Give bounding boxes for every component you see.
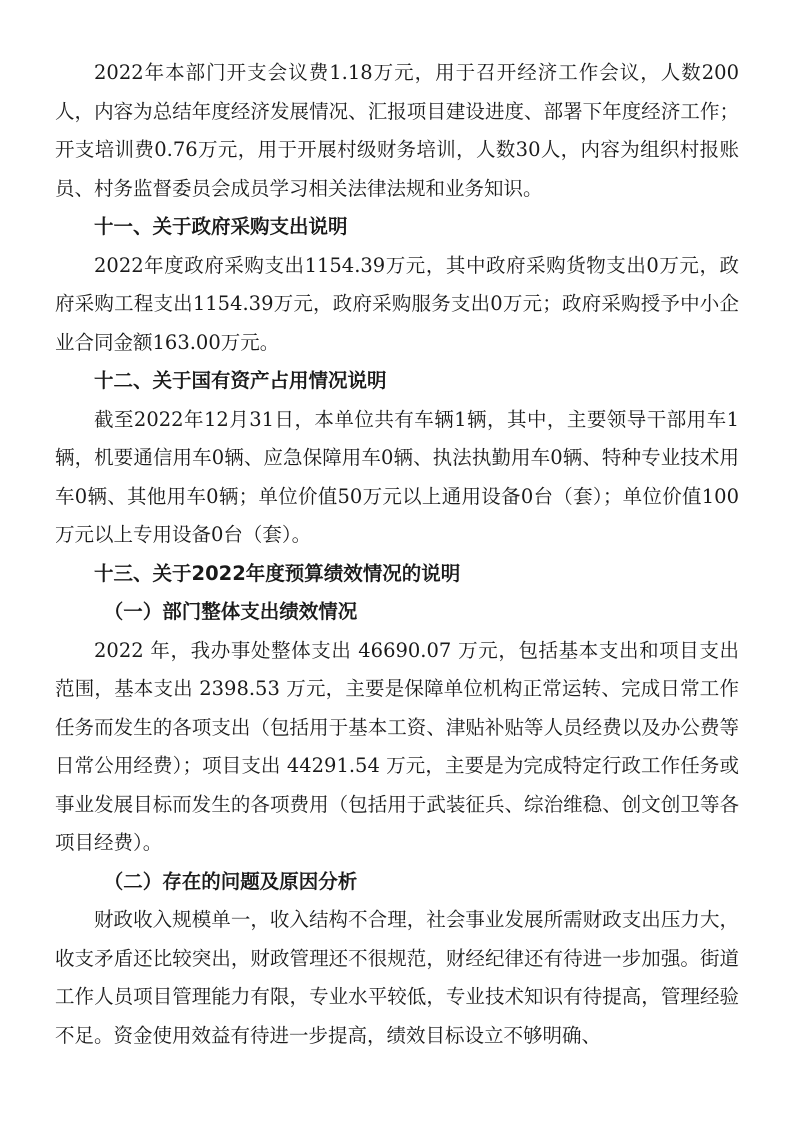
subheading-overall-expenditure: （一）部门整体支出绩效情况 <box>103 600 358 623</box>
subheading-problems-analysis: （二）存在的问题及原因分析 <box>103 869 358 893</box>
paragraph-government-procurement: 2022年度政府采购支出1154.39万元，其中政府采购货物支出0万元，政府采购工程支出1154.39万元，政府采购服务支出0万元；政府采购授予中小企业合同金额163.00万元。 <box>55 253 739 354</box>
paragraph-overall-expenditure: 2022 年，我办事处整体支出 46690.07 万元，包括基本支出和项目支出范围，基本支出 2398.53 万元，主要是保障单位机构正常运转、完成日常工作任务而发生的各项支出（包括用于基本工资、津贴补贴等人员经费以及办公费等日常公用经费）；项目支出 44291.54 万元，主要是为完成特定行政工作任务或事业发展目标而发生的各项费用（包括用于武装征兵、综治维稳、创文创卫等各项目经费）。 <box>55 638 739 854</box>
heading-state-assets: 十二、关于国有资产占用情况说明 <box>94 369 387 392</box>
paragraph-state-assets: 截至2022年12月31日，本单位共有车辆1辆，其中，主要领导干部用车1辆，机要通信用车0辆、应急保障用车0辆、执法执勤用车0辆、特种专业技术用车0辆、其他用车0辆；单位价值50万元以上通用设备0台（套）；单位价值100万元以上专用设备0台（套）。 <box>55 407 739 546</box>
heading-government-procurement: 十一、关于政府采购支出说明 <box>94 215 348 238</box>
document-page <box>55 54 739 1055</box>
heading-budget-performance: 十三、关于2022年度预算绩效情况的说明 <box>94 561 461 585</box>
paragraph-meeting-training-fees: 2022年本部门开支会议费1.18万元，用于召开经济工作会议，人数200人，内容为总结年度经济发展情况、汇报项目建设进度、部署下年度经济工作；开支培训费0.76万元，用于开展村级财务培训，人数30人，内容为组织村报账员、村务监督委员会成员学习相关法律法规和业务知识。 <box>55 61 739 200</box>
paragraph-problems-analysis: 财政收入规模单一，收入结构不合理，社会事业发展所需财政支出压力大，收支矛盾还比较突出，财政管理还不很规范，财经纪律还有待进一步加强。街道工作人员项目管理能力有限，专业水平较低，专业技术知识有待提高，管理经验不足。资金使用效益有待进一步提高，绩效目标设立不够明确、 <box>55 908 739 1047</box>
